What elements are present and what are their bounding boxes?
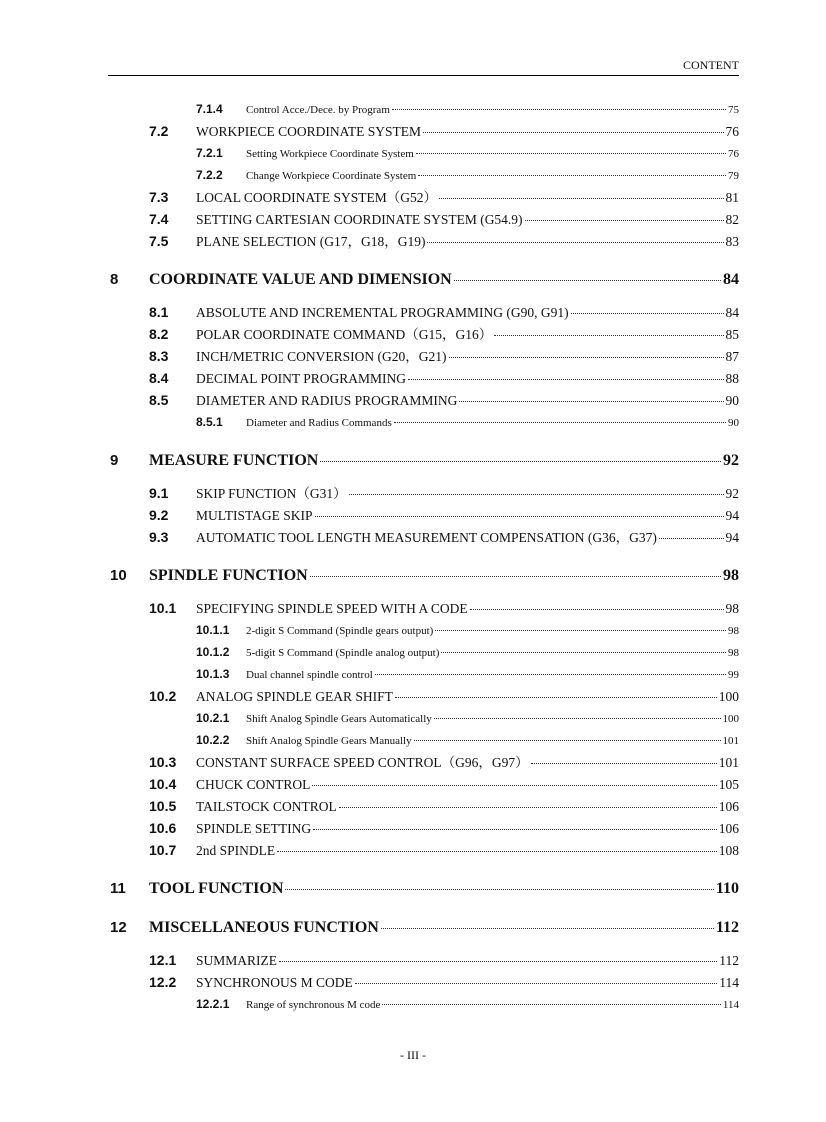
- page-reference: 112: [719, 953, 739, 968]
- toc-entry[interactable]: [0, 971, 739, 993]
- toc-entry[interactable]: [0, 685, 739, 707]
- page-reference: 84: [725, 305, 739, 320]
- section-title: SPECIFYING SPINDLE SPEED WITH A CODE: [196, 601, 468, 616]
- section-title: POLAR COORDINATE COMMAND（G15，G16）: [196, 327, 493, 342]
- section-title: SUMMARIZE: [196, 953, 278, 968]
- dot-leader: [313, 829, 717, 830]
- page-reference: 82: [725, 212, 739, 227]
- section-number: 10.2.2: [196, 733, 230, 747]
- section-title: DECIMAL POINT PROGRAMMING: [196, 371, 407, 386]
- section-number: 10: [110, 567, 127, 584]
- page-reference: 99: [728, 669, 739, 681]
- page-reference: 101: [718, 755, 739, 770]
- dot-leader: [416, 153, 726, 154]
- dot-leader: [494, 335, 723, 336]
- toc-entry[interactable]: [0, 526, 739, 548]
- toc-entry[interactable]: [0, 619, 739, 641]
- toc-entry[interactable]: [0, 795, 739, 817]
- section-number: 12.2.1: [196, 997, 230, 1011]
- dot-leader: [315, 516, 724, 517]
- section-number: 7.4: [149, 211, 169, 227]
- toc-entry[interactable]: [0, 208, 739, 230]
- section-number: 7.3: [149, 189, 169, 205]
- section-number: 8.5.1: [196, 415, 223, 429]
- dot-leader: [395, 697, 717, 698]
- page-reference: 106: [718, 799, 739, 814]
- section-title: ABSOLUTE AND INCREMENTAL PROGRAMMING (G90, G91): [196, 305, 569, 320]
- dot-leader: [525, 220, 724, 221]
- dot-leader: [382, 1004, 720, 1005]
- dot-leader: [427, 242, 723, 243]
- section-number: 11: [110, 880, 126, 897]
- section-number: 7.5: [149, 233, 169, 249]
- toc-chapter-entry[interactable]: [0, 565, 739, 587]
- page-reference: 98: [725, 601, 739, 616]
- dot-leader: [659, 538, 724, 539]
- dot-leader: [470, 609, 724, 610]
- page-reference: 88: [725, 371, 739, 386]
- section-number: 9.3: [149, 529, 169, 545]
- section-title: TAILSTOCK CONTROL: [196, 799, 337, 814]
- dot-leader: [459, 401, 723, 402]
- toc-entry[interactable]: [0, 230, 739, 252]
- page-reference: 105: [718, 777, 739, 792]
- section-number: 10.1.2: [196, 645, 230, 659]
- section-title: Shift Analog Spindle Gears Automatically: [246, 713, 432, 725]
- dot-leader: [310, 576, 721, 577]
- toc-entry[interactable]: [0, 993, 739, 1015]
- section-number: 12: [110, 919, 127, 936]
- dot-leader: [531, 763, 717, 764]
- page-reference: 76: [725, 124, 739, 139]
- page-reference: 112: [715, 919, 739, 936]
- dot-leader: [434, 718, 721, 719]
- section-title: TOOL FUNCTION: [149, 880, 284, 897]
- dot-leader: [439, 198, 723, 199]
- toc-entry[interactable]: [0, 707, 739, 729]
- toc-entry[interactable]: [0, 817, 739, 839]
- section-title: Control Acce./Dece. by Program: [246, 104, 390, 116]
- section-number: 8.5: [149, 392, 169, 408]
- section-number: 7.2.1: [196, 146, 223, 160]
- section-title: CONSTANT SURFACE SPEED CONTROL（G96，G97）: [196, 755, 529, 770]
- dot-leader: [414, 740, 721, 741]
- section-title: MEASURE FUNCTION: [149, 452, 319, 469]
- section-number: 8.4: [149, 370, 169, 386]
- dot-leader: [418, 175, 726, 176]
- toc-entry[interactable]: [0, 751, 739, 773]
- section-title: Setting Workpiece Coordinate System: [246, 148, 414, 160]
- page-reference: 87: [725, 349, 739, 364]
- page-reference: 98: [728, 625, 739, 637]
- section-title: Change Workpiece Coordinate System: [246, 170, 417, 182]
- section-title: Shift Analog Spindle Gears Manually: [246, 735, 412, 747]
- section-title: SKIP FUNCTION（G31）: [196, 486, 347, 501]
- section-title: Range of synchronous M code: [246, 999, 381, 1011]
- section-number: 10.2: [149, 688, 177, 704]
- section-number: 10.3: [149, 754, 177, 770]
- page-reference: 101: [722, 735, 739, 747]
- section-title: DIAMETER AND RADIUS PROGRAMMING: [196, 393, 458, 408]
- toc-entry[interactable]: [0, 949, 739, 971]
- toc-entry[interactable]: [0, 773, 739, 795]
- section-number: 10.7: [149, 842, 177, 858]
- section-number: 12.2: [149, 974, 177, 990]
- toc-chapter-entry[interactable]: [0, 269, 739, 291]
- section-title: SPINDLE SETTING: [196, 821, 312, 836]
- section-number: 9.1: [149, 485, 169, 501]
- dot-leader: [449, 357, 724, 358]
- toc-entry[interactable]: [0, 504, 739, 526]
- toc-entry[interactable]: [0, 411, 739, 433]
- dot-leader: [408, 379, 723, 380]
- section-number: 10.1.1: [196, 623, 230, 637]
- page-reference: 75: [728, 104, 739, 116]
- page-reference: 98: [723, 567, 739, 584]
- page-reference: 100: [722, 713, 739, 725]
- toc-entry[interactable]: [0, 597, 739, 619]
- section-title: Diameter and Radius Commands: [246, 417, 392, 429]
- dot-leader: [312, 785, 716, 786]
- dot-leader: [441, 652, 726, 653]
- section-number: 10.1: [149, 600, 177, 616]
- toc-entry[interactable]: [0, 186, 739, 208]
- page-reference: 92: [723, 452, 739, 469]
- toc-entry[interactable]: [0, 641, 739, 663]
- section-title: PLANE SELECTION (G17，G18，G19): [196, 234, 426, 249]
- section-title: MISCELLANEOUS FUNCTION: [149, 919, 379, 936]
- table-of-contents: [0, 98, 826, 1015]
- toc-entry[interactable]: [0, 839, 739, 861]
- dot-leader: [423, 132, 723, 133]
- section-number: 7.2: [149, 123, 169, 139]
- section-number: 9: [110, 452, 119, 469]
- section-number: 10.6: [149, 820, 177, 836]
- page-reference: 81: [725, 190, 739, 205]
- section-title: COORDINATE VALUE AND DIMENSION: [149, 271, 452, 288]
- toc-entry[interactable]: [0, 729, 739, 751]
- section-title: WORKPIECE COORDINATE SYSTEM: [196, 124, 422, 139]
- section-title: 2-digit S Command (Spindle gears output): [246, 625, 434, 637]
- dot-leader: [392, 109, 726, 110]
- dot-leader: [394, 422, 726, 423]
- dot-leader: [339, 807, 717, 808]
- page-reference: 90: [725, 393, 739, 408]
- section-title: SPINDLE FUNCTION: [149, 567, 308, 584]
- section-number: 10.4: [149, 776, 177, 792]
- dot-leader: [355, 983, 717, 984]
- page-reference: 114: [722, 999, 739, 1011]
- section-title: MULTISTAGE SKIP: [196, 508, 313, 523]
- section-number: 10.1.3: [196, 667, 230, 681]
- section-number: 7.1.4: [196, 102, 223, 116]
- section-number: 8: [110, 271, 119, 288]
- section-title: INCH/METRIC CONVERSION (G20，G21): [196, 349, 447, 364]
- dot-leader: [571, 313, 724, 314]
- header-rule: [108, 75, 739, 76]
- section-title: SYNCHRONOUS M CODE: [196, 975, 353, 990]
- section-number: 12.1: [149, 952, 177, 968]
- section-title: ANALOG SPINDLE GEAR SHIFT: [196, 689, 393, 704]
- toc-chapter-entry[interactable]: [0, 450, 739, 472]
- section-number: 10.5: [149, 798, 177, 814]
- toc-entry[interactable]: [0, 367, 739, 389]
- section-title: 5-digit S Command (Spindle analog output): [246, 647, 440, 659]
- dot-leader: [277, 851, 717, 852]
- toc-entry[interactable]: [0, 482, 739, 504]
- dot-leader: [381, 928, 714, 929]
- toc-entry[interactable]: [0, 301, 739, 323]
- page-reference: 94: [725, 508, 739, 523]
- page-reference: 98: [728, 647, 739, 659]
- toc-entry[interactable]: [0, 120, 739, 142]
- page-reference: 114: [719, 975, 739, 990]
- section-number: 9.2: [149, 507, 169, 523]
- section-number: 10.2.1: [196, 711, 230, 725]
- toc-entry[interactable]: [0, 663, 739, 685]
- section-number: 7.2.2: [196, 168, 223, 182]
- page-number: - III -: [400, 1048, 426, 1062]
- page-reference: 90: [728, 417, 739, 429]
- page-reference: 92: [725, 486, 739, 501]
- section-title: LOCAL COORDINATE SYSTEM（G52）: [196, 190, 438, 205]
- dot-leader: [285, 889, 713, 890]
- toc-entry[interactable]: [0, 389, 739, 411]
- dot-leader: [375, 674, 726, 675]
- section-number: 8.1: [149, 304, 169, 320]
- dot-leader: [320, 461, 721, 462]
- dot-leader: [349, 494, 724, 495]
- dot-leader: [454, 280, 721, 281]
- page-reference: 100: [718, 689, 739, 704]
- page-reference: 85: [725, 327, 739, 342]
- page-reference: 79: [728, 170, 739, 182]
- toc-entry[interactable]: [0, 98, 739, 120]
- page-reference: 83: [725, 234, 739, 249]
- section-number: 8.3: [149, 348, 169, 364]
- page-reference: 110: [715, 880, 739, 897]
- toc-entry[interactable]: [0, 345, 739, 367]
- toc-entry[interactable]: [0, 323, 739, 345]
- section-title: Dual channel spindle control: [246, 669, 373, 681]
- dot-leader: [279, 961, 717, 962]
- page-reference: 76: [728, 148, 739, 160]
- running-header: CONTENT: [683, 58, 739, 72]
- toc-chapter-entry[interactable]: [0, 878, 739, 900]
- section-title: SETTING CARTESIAN COORDINATE SYSTEM (G54.9): [196, 212, 523, 227]
- page-reference: 94: [725, 530, 739, 545]
- section-title: 2nd SPINDLE: [196, 843, 276, 858]
- page-reference: 108: [718, 843, 739, 858]
- page-reference: 84: [723, 271, 739, 288]
- toc-chapter-entry[interactable]: [0, 917, 739, 939]
- toc-entry[interactable]: [0, 142, 739, 164]
- section-title: AUTOMATIC TOOL LENGTH MEASUREMENT COMPENSATION (G36，G37): [196, 530, 657, 545]
- section-number: 8.2: [149, 326, 169, 342]
- section-title: CHUCK CONTROL: [196, 777, 311, 792]
- dot-leader: [435, 630, 726, 631]
- toc-entry[interactable]: [0, 164, 739, 186]
- page-reference: 106: [718, 821, 739, 836]
